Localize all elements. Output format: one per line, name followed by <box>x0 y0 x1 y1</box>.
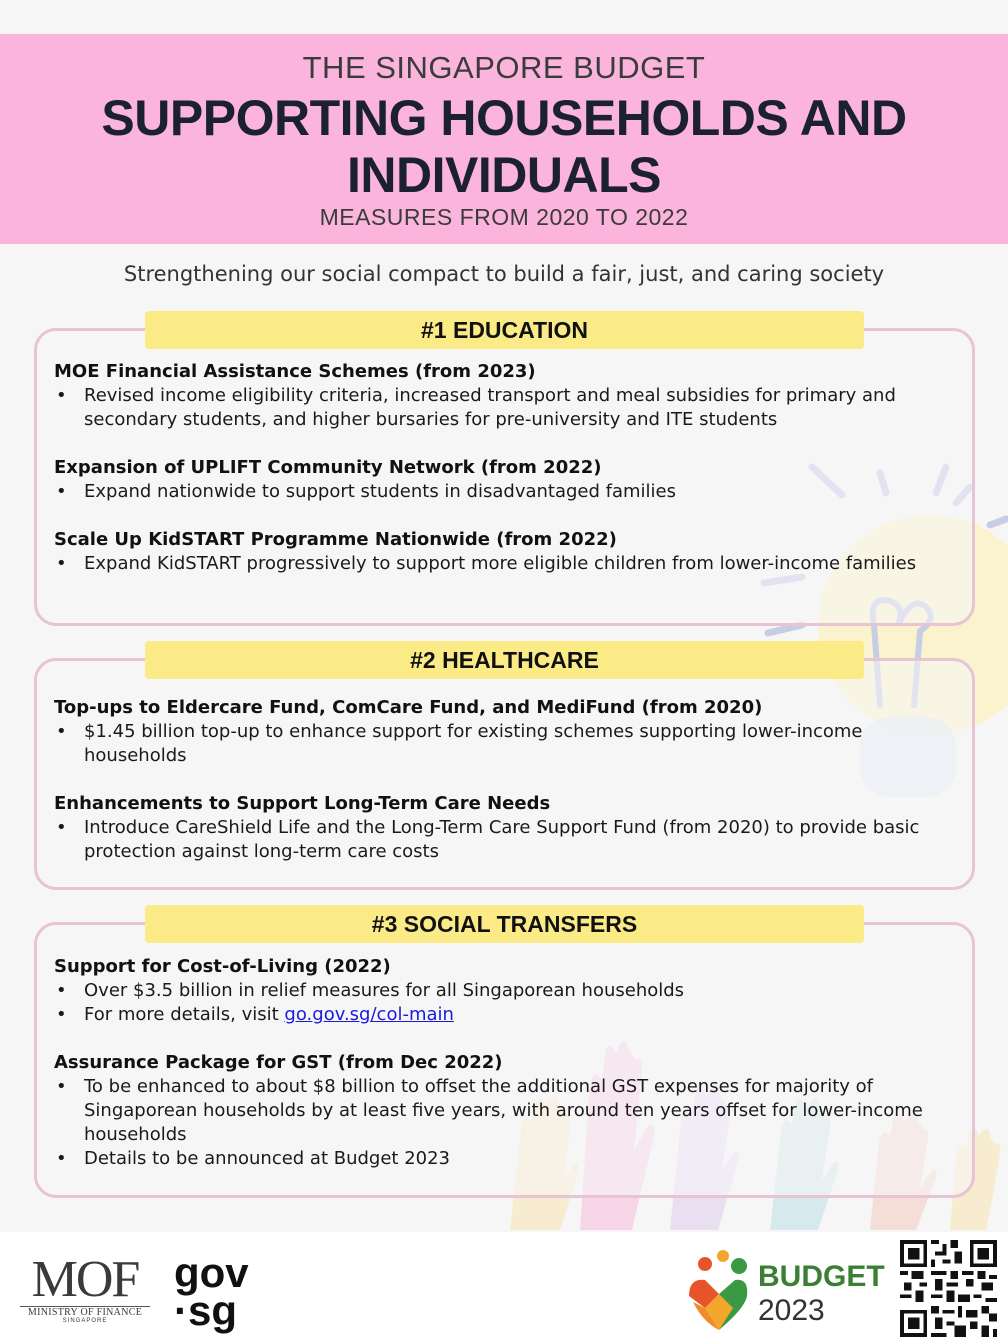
govsg-line1: gov <box>174 1249 249 1296</box>
item-title: Support for Cost-of-Living (2022) <box>54 956 391 977</box>
tagline: Strengthening our social compact to build a fair, just, and caring society <box>123 262 885 286</box>
govsg-line2: ·sg <box>174 1287 237 1334</box>
page-title-line2: INDIVIDUALS <box>347 147 661 203</box>
mof-logo-mark: MOF <box>31 1251 139 1308</box>
header-banner <box>0 34 1008 244</box>
col-main-link[interactable]: go.gov.sg/col-main <box>284 1004 454 1025</box>
bullet-text: • Expand KidSTART progressively to support more eligible children from lower-income families <box>54 552 959 576</box>
header-subtitle: MEASURES FROM 2020 TO 2022 <box>319 204 689 230</box>
item-title: Scale Up KidSTART Programme Nationwide (from 2022) <box>54 529 617 550</box>
page-title <box>0 90 1008 204</box>
budget-heart-icon <box>683 1246 753 1336</box>
bullet-text: • Introduce CareShield Life and the Long-Term Care Support Fund (from 2020) to provide basic protection against long-term care costs <box>54 816 959 864</box>
bullet-text: • Details to be announced at Budget 2023 <box>54 1147 959 1171</box>
link-prefix: For more details, visit <box>84 1004 285 1025</box>
budget-word: BUDGET <box>758 1260 885 1293</box>
bullet-text: • To be enhanced to about $8 billion to offset the additional GST expenses for majority of Singaporean households by at least five years, with around ten years offset for lower-income households <box>54 1075 959 1147</box>
item-title: MOE Financial Assistance Schemes (from 2023) <box>54 361 536 382</box>
govsg-logo <box>174 1249 249 1334</box>
item-title: Top-ups to Eldercare Fund, ComCare Fund, and MediFund (from 2020) <box>54 697 763 718</box>
footer <box>0 1232 1008 1344</box>
item-title: Enhancements to Support Long-Term Care Needs <box>54 793 551 814</box>
bullet-link-line <box>54 1003 959 1027</box>
header-eyebrow: THE SINGAPORE BUDGET <box>302 50 706 85</box>
section-heading-education: #1 EDUCATION <box>145 311 864 349</box>
budget-year: 2023 <box>758 1294 825 1327</box>
section-heading-healthcare: #2 HEALTHCARE <box>145 641 864 679</box>
bullet-text: • $1.45 billion top-up to enhance support for existing schemes supporting lower-income households <box>54 720 959 768</box>
bullet-text: • Expand nationwide to support students in disadvantaged families <box>54 480 959 504</box>
mof-logo <box>20 1251 150 1324</box>
bullet-text: • Revised income eligibility criteria, increased transport and meal subsidies for primary and secondary students, and higher bursaries for pre-university and ITE students <box>54 384 959 432</box>
bullet-text: • Over $3.5 billion in relief measures for all Singaporean households <box>54 979 959 1003</box>
qr-code-icon[interactable] <box>900 1240 997 1337</box>
page-title-line1: SUPPORTING HOUSEHOLDS AND <box>101 90 907 146</box>
item-title: Assurance Package for GST (from Dec 2022) <box>54 1052 503 1073</box>
mof-country: SINGAPORE <box>62 1318 108 1324</box>
mof-name: MINISTRY OF FINANCE <box>20 1306 150 1318</box>
section-heading-social-transfers: #3 SOCIAL TRANSFERS <box>145 905 864 943</box>
item-title: Expansion of UPLIFT Community Network (from 2022) <box>54 457 602 478</box>
